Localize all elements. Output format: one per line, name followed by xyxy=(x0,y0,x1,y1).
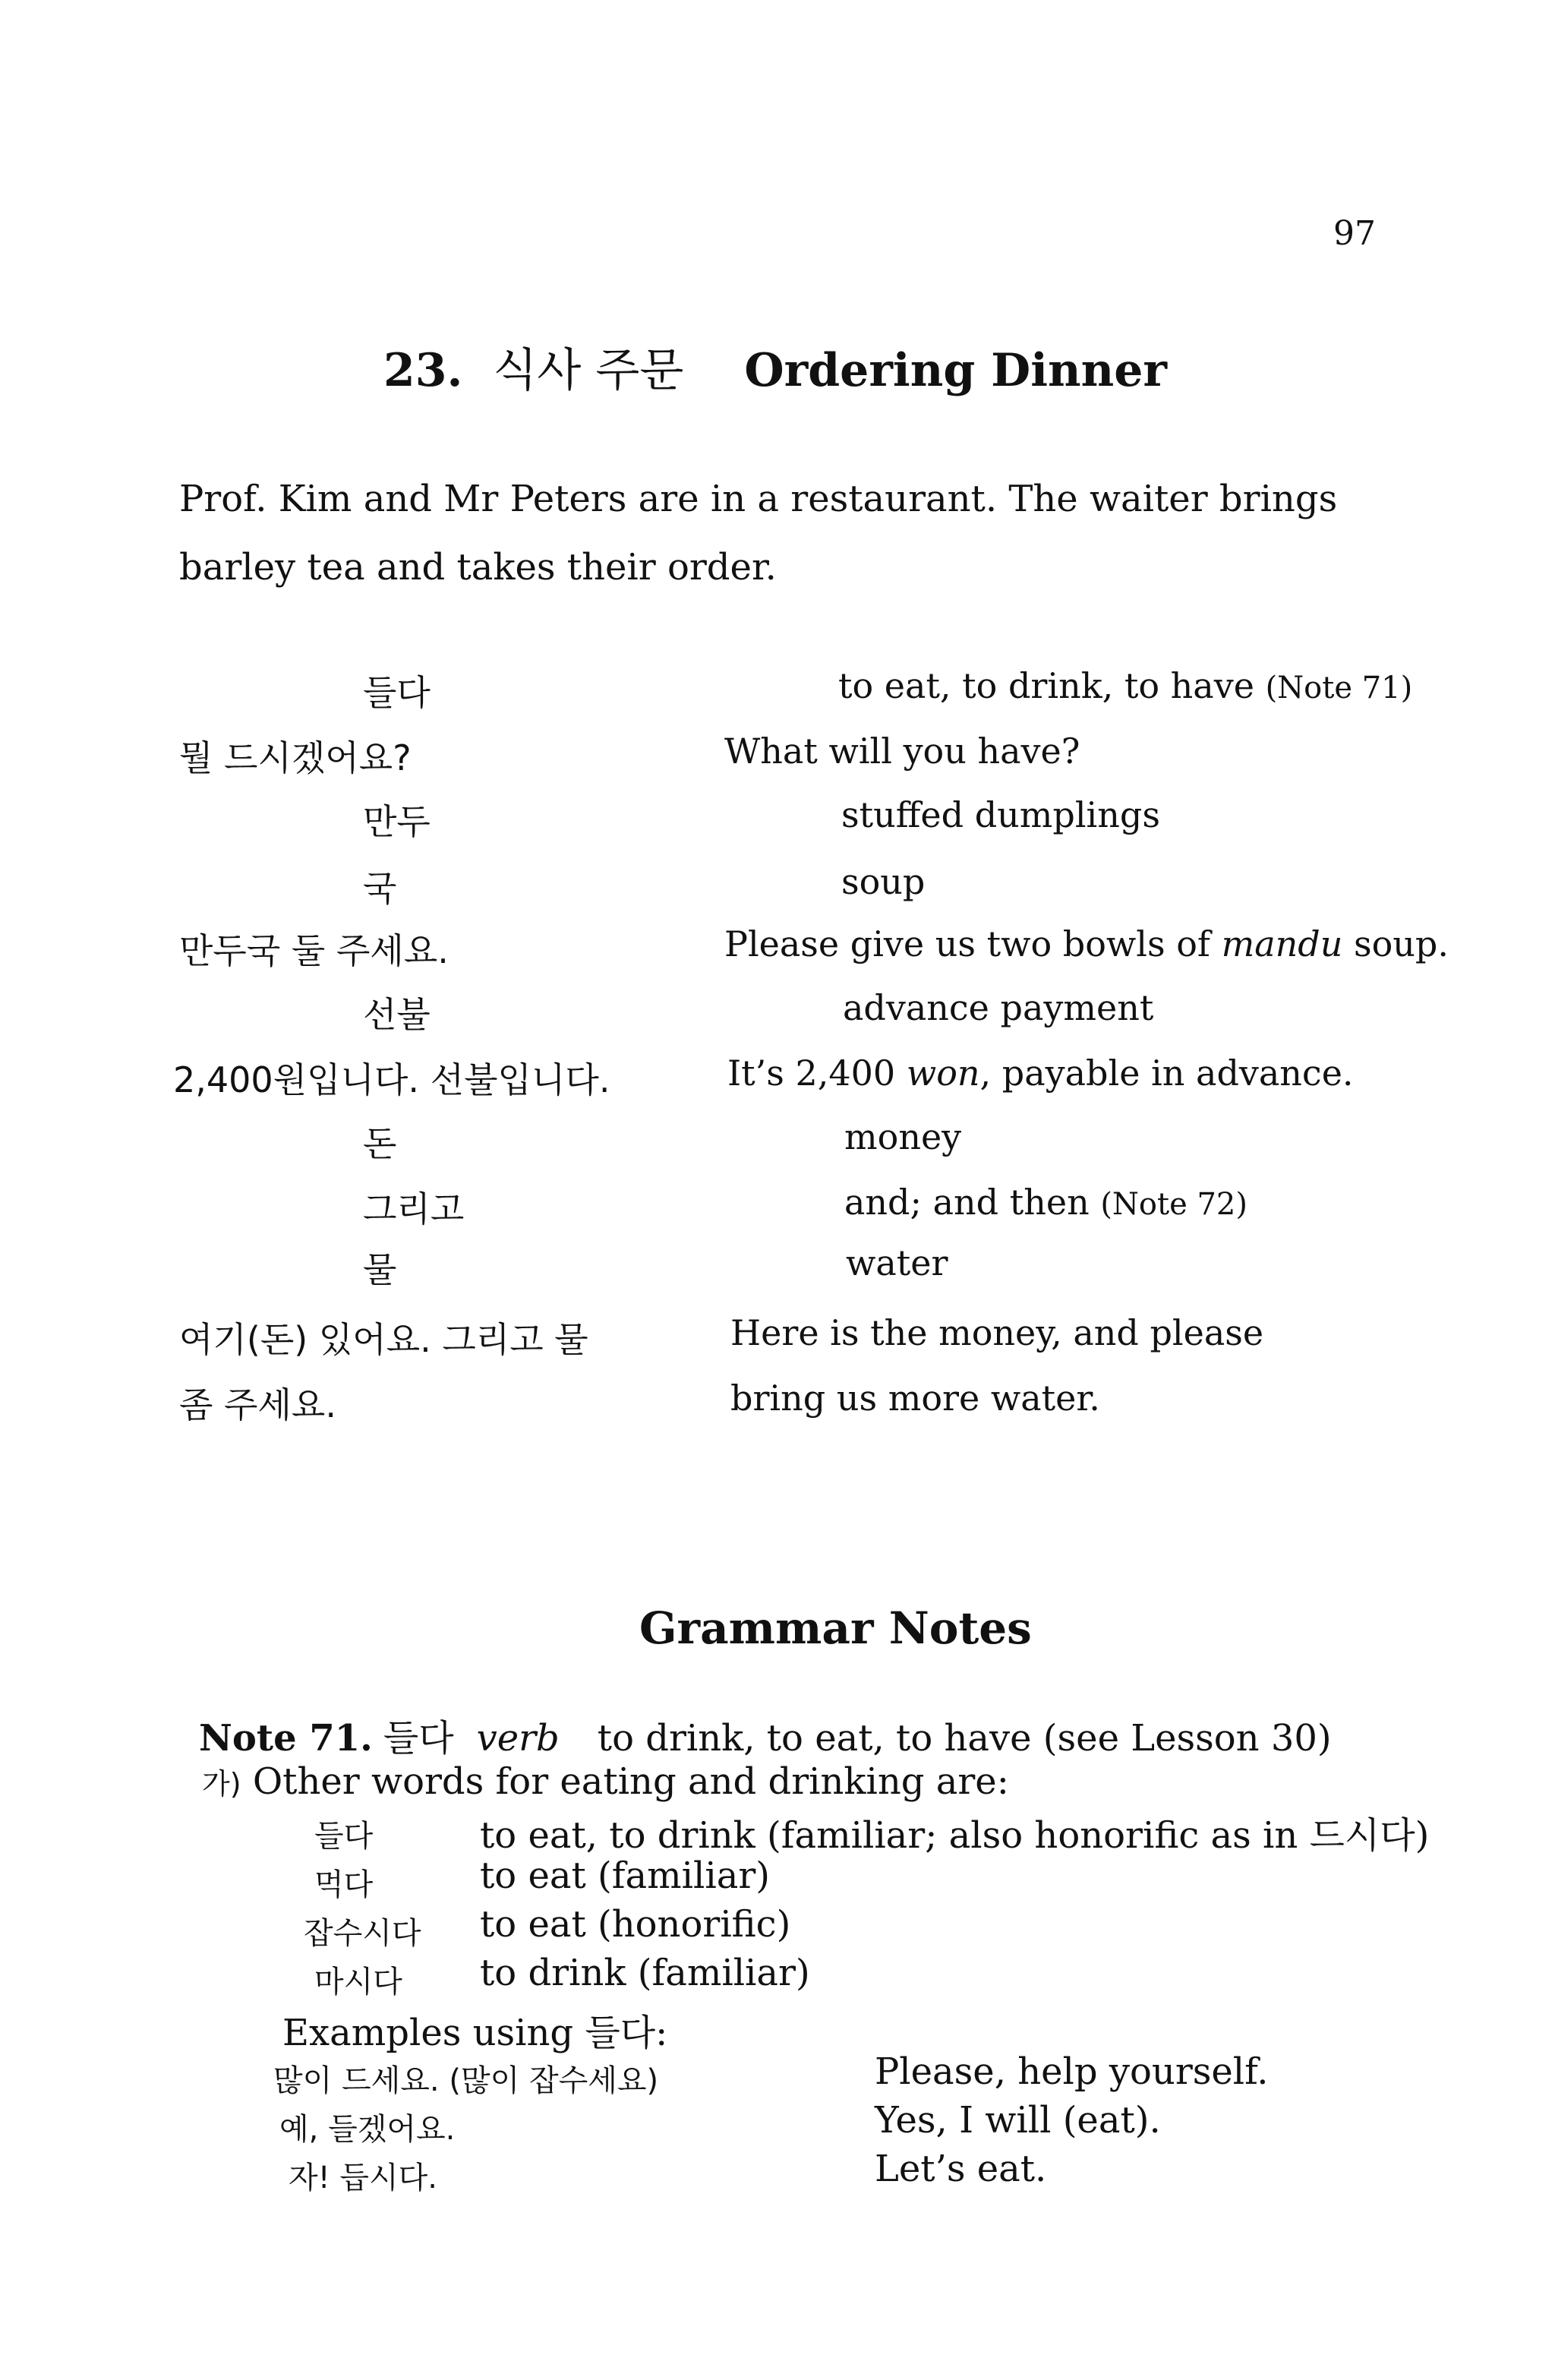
note-reference: (Note 72) xyxy=(1100,1187,1247,1222)
word-korean: 먹다 xyxy=(314,1867,374,1902)
note-definition: to drink, to eat, to have (see Lesson 30) xyxy=(597,1717,1332,1760)
vocab-english xyxy=(724,923,1449,964)
word-definition: to eat (honorific) xyxy=(480,1903,791,1946)
vocab-english-text: , payable in advance. xyxy=(979,1053,1354,1094)
vocab-korean: 만두 xyxy=(363,801,431,842)
note-71-heading xyxy=(199,1709,1332,1761)
lesson-title xyxy=(383,334,1167,399)
example-english: Yes, I will (eat). xyxy=(875,2099,1161,2142)
word-korean: 마시다 xyxy=(314,1965,402,2000)
vocab-korean: 여기(돈) 있어요. 그리고 물 xyxy=(179,1319,588,1360)
vocab-english: bring us more water. xyxy=(730,1378,1100,1419)
vocab-english-emphasis: won xyxy=(906,1053,980,1094)
word-definition: to eat, to drink (familiar; also honorific as in 드시다) xyxy=(480,1814,1430,1857)
examples-heading: Examples using 들다: xyxy=(282,2012,668,2054)
note-label: Note 71. xyxy=(199,1717,373,1760)
vocab-english-text: Please give us two bowls of xyxy=(724,923,1222,964)
vocab-english xyxy=(844,1182,1247,1223)
vocab-english xyxy=(838,665,1412,706)
vocab-korean: 돈 xyxy=(363,1123,397,1164)
vocab-korean: 들다 xyxy=(363,672,431,713)
vocab-korean: 국 xyxy=(363,868,397,909)
word-korean: 잡수시다 xyxy=(304,1916,421,1951)
example-english: Let’s eat. xyxy=(875,2148,1047,2190)
grammar-notes-heading: Grammar Notes xyxy=(639,1602,1032,1654)
intro-paragraph: Prof. Kim and Mr Peters are in a restaurant. The waiter brings barley tea and takes their order. xyxy=(179,478,1338,589)
word-definition: to drink (familiar) xyxy=(480,1952,810,1994)
note-korean-word: 들다 xyxy=(383,1717,454,1760)
vocab-english: stuffed dumplings xyxy=(841,794,1160,835)
vocab-english-text: soup. xyxy=(1342,923,1449,964)
page-number: 97 xyxy=(1333,214,1376,253)
lesson-title-korean: 식사 주문 xyxy=(493,344,684,397)
other-words-intro xyxy=(202,1760,1009,1803)
vocab-korean: 선불 xyxy=(363,994,431,1035)
word-definition: to eat (familiar) xyxy=(480,1854,770,1897)
note-reference: (Note 71) xyxy=(1265,671,1413,705)
example-korean: 자! 듭시다. xyxy=(289,2161,438,2195)
vocab-english: What will you have? xyxy=(724,731,1080,772)
example-korean: 많이 드세요. (많이 잡수세요) xyxy=(273,2063,659,2098)
vocab-english-text: and; and then xyxy=(844,1182,1090,1223)
word-korean: 들다 xyxy=(314,1819,374,1854)
vocab-english: soup xyxy=(841,861,926,902)
other-words-text: Other words for eating and drinking are: xyxy=(252,1760,1009,1803)
vocab-english-text: It’s 2,400 xyxy=(727,1053,907,1094)
vocab-english: Here is the money, and please xyxy=(730,1312,1264,1353)
vocab-korean: 물 xyxy=(363,1249,397,1290)
lesson-number: 23. xyxy=(383,344,463,397)
vocab-english xyxy=(727,1053,1354,1094)
vocab-korean: 뭘 드시겠어요? xyxy=(179,737,412,778)
vocab-korean: 2,400원입니다. 선불입니다. xyxy=(173,1059,610,1100)
vocab-korean: 그리고 xyxy=(363,1188,465,1229)
vocab-english: money xyxy=(844,1116,962,1157)
example-korean: 예, 들겠어요. xyxy=(279,2112,456,2147)
vocab-korean: 좀 주세요. xyxy=(179,1384,336,1425)
vocab-english-emphasis: mandu xyxy=(1221,923,1343,964)
example-english: Please, help yourself. xyxy=(875,2050,1269,2093)
lesson-title-english: Ordering Dinner xyxy=(744,344,1168,397)
vocab-korean: 만두국 둘 주세요. xyxy=(179,930,449,971)
vocab-english: water xyxy=(846,1242,948,1283)
part-of-speech: verb xyxy=(476,1717,560,1760)
vocab-english: advance payment xyxy=(843,987,1154,1028)
vocab-english-text: to eat, to drink, to have xyxy=(838,665,1254,706)
list-marker: 가) xyxy=(202,1767,241,1801)
